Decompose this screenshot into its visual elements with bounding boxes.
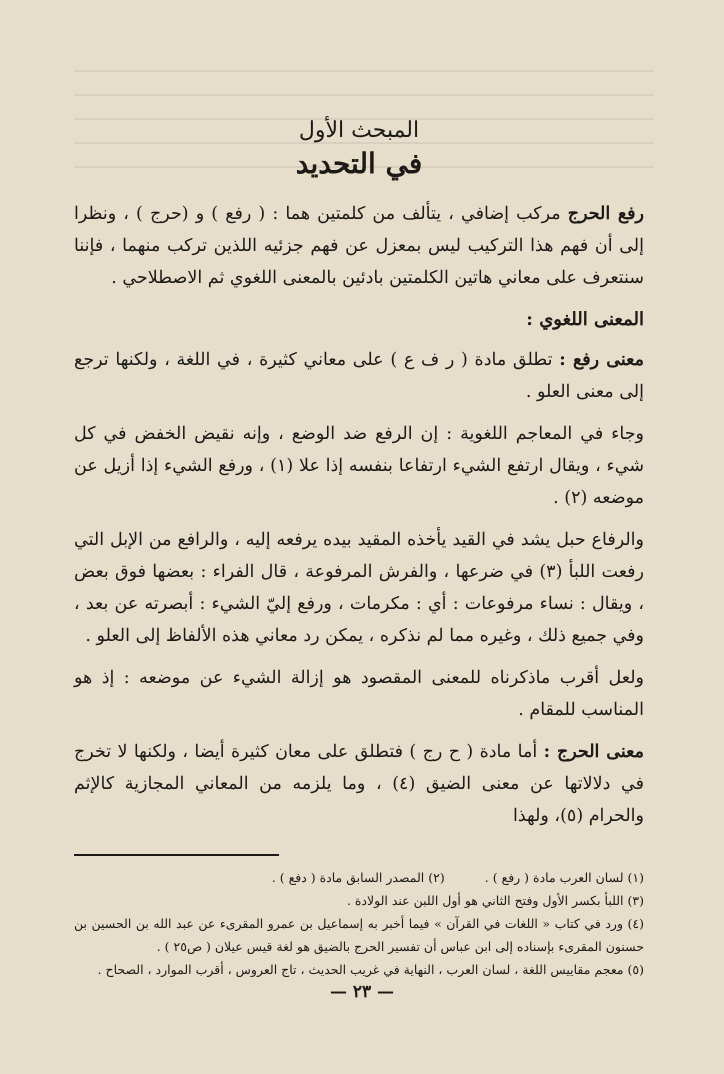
paragraph-6-text: أما مادة ( ح رج ) فتطلق على معان كثيرة أيضا ، ولكنها لا تخرج في دلالاتها عن معنى الضيق (٤) ، وما يلزمه من المعاني المجازية كالإثم والحرام (٥)، ولهذا — [74, 742, 644, 826]
footnote-4: (٤) ورد في كتاب « اللغات في القرآن » فيما أخبر به إسماعيل بن عمرو المقرىء عن عبد الله بن الحسين بن حسنون المقرىء بإسناده إلى ابن عباس أن تفسير الحرج بالضيق هو لغة قيس عيلان ( ص٢٥ ) . — [74, 916, 644, 954]
footnote-2: (٢) المصدر السابق مادة ( دفع ) . — [271, 870, 445, 885]
paragraph-6 — [74, 736, 644, 832]
footnote-5: (٥) معجم مقاييس اللغة ، لسان العرب ، النهاية في غريب الحديث ، تاج العروس ، أقرب الموارد ، الصحاح . — [97, 962, 644, 977]
term-haraj: معنى الحرج : — [543, 742, 644, 762]
paragraph-4: والرفاع حبل يشد في القيد يأخذه المقيد بيده يرفعه إليه ، والرافع من الإبل التي رفعت اللبأ (٣) في ضرعها ، والفرش المرفوعة ، قال الفراء : بعضها فوق بعض ، ويقال : نساء مرفوعات : أي : مكرمات ، ورفع إليّ الشيء : أبصرته عن بعد ، وفي جميع ذلك ، وغيره مما لم نذكره ، يمكن رد معاني هذه الألفاظ إلى العلو . — [74, 530, 644, 646]
footnote-3: (٣) اللبأ بكسر الأول وفتح الثاني هو أول اللبن عند الولادة . — [346, 893, 644, 908]
subheading-lugawi: المعنى اللغوي : — [526, 309, 644, 330]
footnote-1: (١) لسان العرب مادة ( رفع ) . — [484, 870, 644, 885]
paragraph-1-text: مركب إضافي ، يتألف من كلمتين هما : ( رفع ) و (حرج ) ، ونظرا إلى أن فهم هذا التركيب ليس بمعزل عن فهم جزئيه اللذين تركب منهما ، فإننا سنتعرف على معاني هاتين الكلمتين بادئين بالمعنى اللغوي ثم الاصطلاحي . — [74, 204, 644, 288]
footnote-separator — [74, 854, 279, 856]
paragraph-1 — [74, 198, 644, 294]
section-subheading: في التحديد — [295, 147, 423, 180]
paragraph-2 — [74, 344, 644, 408]
paragraph-3: وجاء في المعاجم اللغوية : إن الرفع ضد الوضع ، وإنه نقيض الخفض في كل شيء ، ويقال ارتفع الشيء ارتفاعا بنفسه إذا علا (١) ، ورفع الشيء إذا أزيل عن موضعه (٢) . — [74, 424, 644, 508]
paragraph-2-text: تطلق مادة ( ر ف ع ) على معاني كثيرة ، في اللغة ، ولكنها ترجع إلى معنى العلو . — [74, 350, 644, 402]
page-number: — ٢٣ — — [329, 982, 395, 1002]
term-raf: معنى رفع : — [559, 350, 644, 370]
section-heading: المبحث الأول — [298, 118, 420, 143]
paragraph-5: ولعل أقرب ماذكرناه للمعنى المقصود هو إزالة الشيء عن موضعه : إذ هو المناسب للمقام . — [74, 668, 644, 720]
footnote-row-1 — [74, 866, 644, 889]
term-raf-al-haraj: رفع الحرج — [567, 204, 644, 224]
